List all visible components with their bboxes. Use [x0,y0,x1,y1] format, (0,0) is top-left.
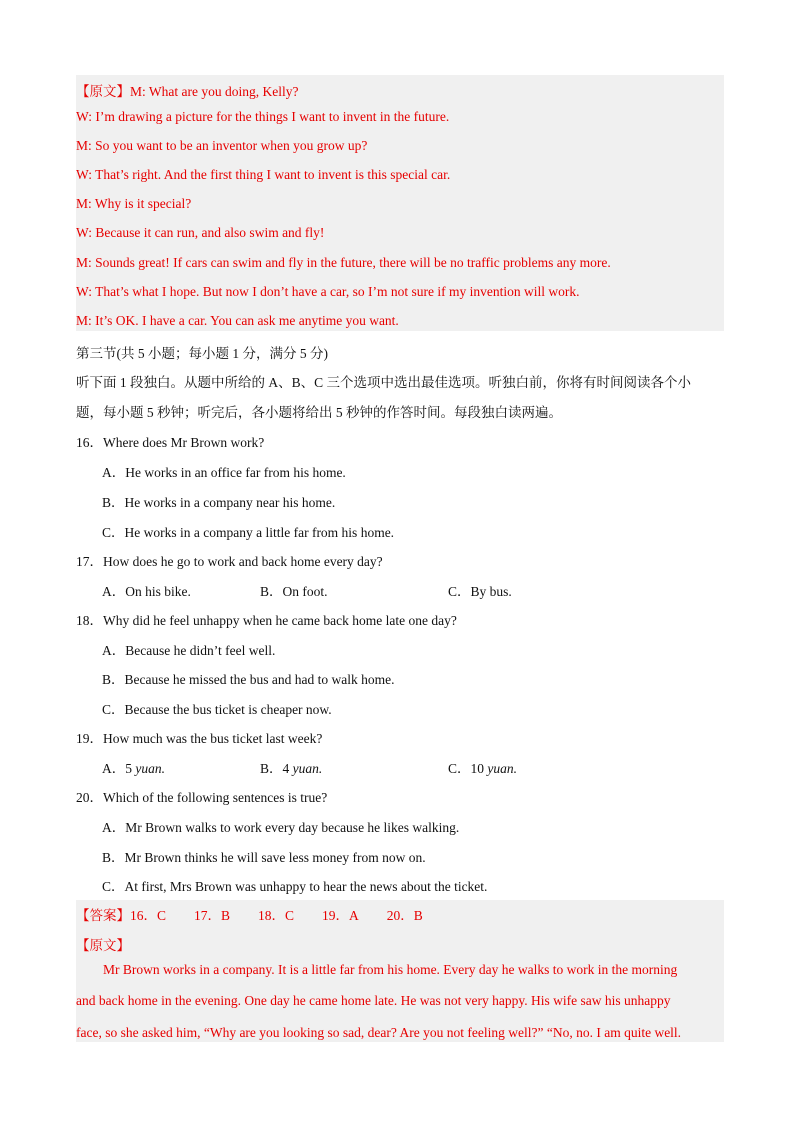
question-17-option-c: C．By bus. [448,584,512,599]
question-18-option-b: B．Because he missed the bus and had to walk home. [102,672,395,687]
transcript-paragraph-line: face, so she asked him, “Why are you looking so sad, dear? Are you not feeling well?” “No, no. I am quite well. [76,1025,682,1040]
dialog-line: W: Because it can run, and also swim and fly! [76,225,325,240]
transcript-label: 【原文】 [76,938,130,953]
question-19-option-a: A．5 yuan. [102,761,165,776]
question-16-stem: 16．Where does Mr Brown work? [76,435,265,450]
dialog-transcript-block [76,75,724,331]
transcript-paragraph-line: Mr Brown works in a company. It is a little far from his home. Every day he walks to work in the morning [103,962,678,977]
question-20-stem: 20．Which of the following sentences is true? [76,790,328,805]
question-20-option-c: C．At first, Mrs Brown was unhappy to hear the news about the ticket. [102,879,488,894]
question-20-option-b: B．Mr Brown thinks he will save less money from now on. [102,850,426,865]
question-19-option-b: B．4 yuan. [260,761,323,776]
dialog-line: M: It’s OK. I have a car. You can ask me anytime you want. [76,313,399,328]
question-18-option-a: A．Because he didn’t feel well. [102,643,276,658]
question-16-option-b: B．He works in a company near his home. [102,495,336,510]
dialog-line: M: Why is it special? [76,196,192,211]
answer-block [76,900,724,1042]
question-19-stem: 19．How much was the bus ticket last week? [76,731,323,746]
question-20-option-a: A．Mr Brown walks to work every day because he likes walking. [102,820,460,835]
answer-key: 【答案】16．C 17．B 18．C 19．A 20．B [76,908,423,923]
section-instruction: 题，每小题 5 秒钟；听完后，各小题将给出 5 秒钟的作答时间。每段独白读两遍。 [76,405,562,420]
question-16-option-c: C．He works in a company a little far from his home. [102,525,395,540]
question-17-stem: 17．How does he go to work and back home every day? [76,554,383,569]
question-16-option-a: A．He works in an office far from his home. [102,465,346,480]
dialog-line: W: That’s right. And the first thing I want to invent is this special car. [76,167,451,182]
dialog-line: W: That’s what I hope. But now I don’t have a car, so I’m not sure if my invention will work. [76,284,580,299]
dialog-line: M: Sounds great! If cars can swim and fly in the future, there will be no traffic problems any more. [76,255,611,270]
question-17-option-a: A．On his bike. [102,584,191,599]
section-instruction: 听下面 1 段独白。从题中所给的 A、B、C 三个选项中选出最佳选项。听独白前，你将有时间阅读各个小 [76,375,692,390]
question-19-option-c: C．10 yuan. [448,761,518,776]
dialog-line: 【原文】M: What are you doing, Kelly? [76,84,299,99]
dialog-line: M: So you want to be an inventor when you grow up? [76,138,368,153]
question-18-stem: 18．Why did he feel unhappy when he came back home late one day? [76,613,457,628]
question-17-option-b: B．On foot. [260,584,328,599]
transcript-paragraph-line: and back home in the evening. One day he came home late. He was not very happy. His wife saw his unhappy [76,993,671,1008]
dialog-line: W: I’m drawing a picture for the things I want to invent in the future. [76,109,450,124]
section-title: 第三节(共 5 小题；每小题 1 分，满分 5 分) [76,346,328,361]
question-18-option-c: C．Because the bus ticket is cheaper now. [102,702,332,717]
